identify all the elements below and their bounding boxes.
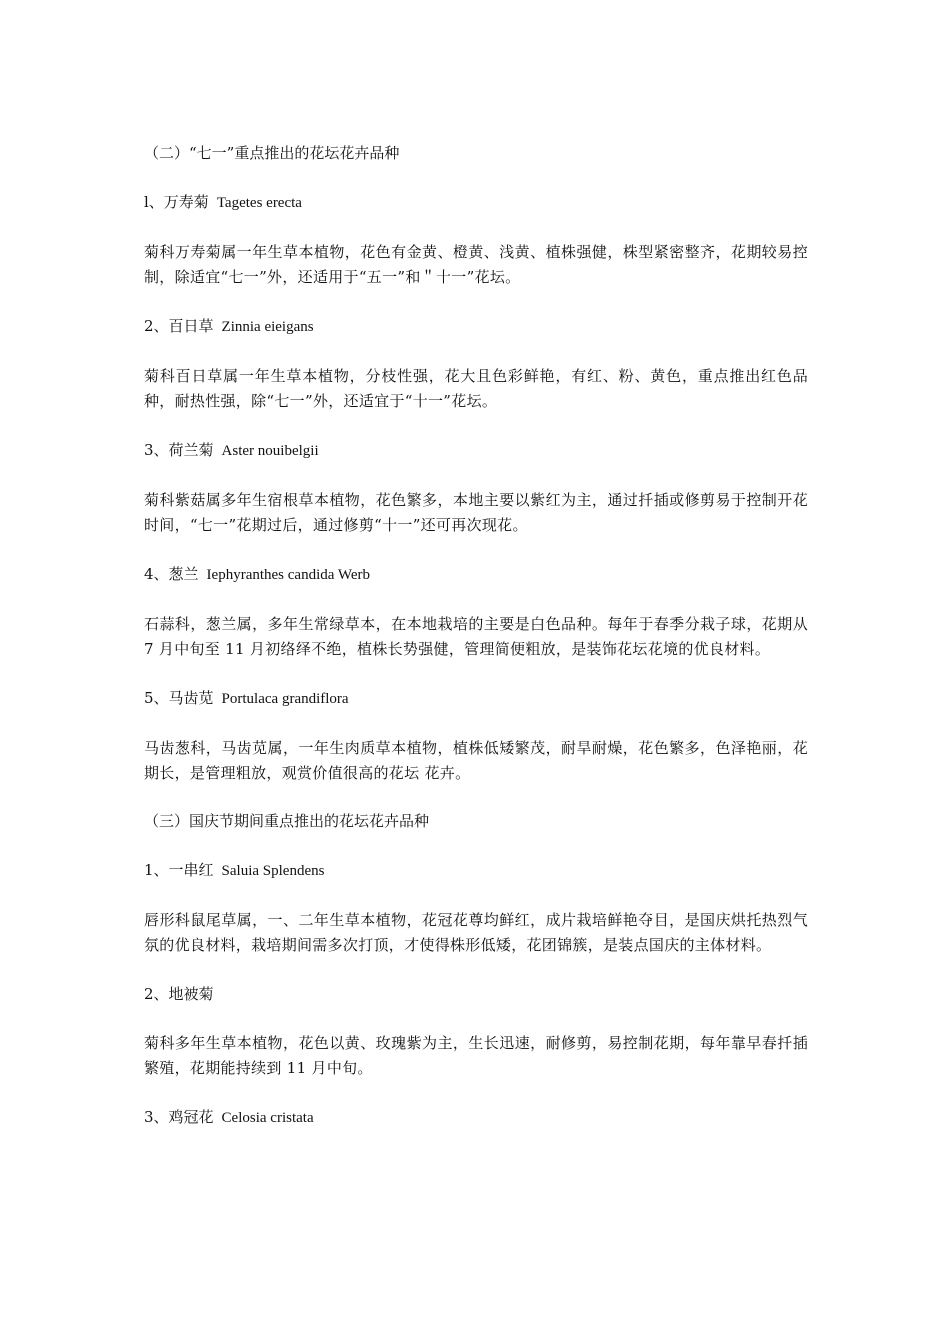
section-heading-3: （三）国庆节期间重点推出的花坛花卉品种 — [144, 812, 430, 830]
item-name-cn: 3、荷兰菊 — [144, 441, 214, 459]
item-title-salvia — [144, 858, 808, 884]
item-description: 菊科百日草属一年生草本植物，分枝性强，花大且色彩鲜艳，有红、粉、黄色，重点推出红色品种，耐热性强，除“七一”外，还适宜于“十一”花坛。 — [144, 367, 808, 410]
document-page — [144, 141, 808, 1131]
item-name-latin: Portulaca grandiflora — [221, 691, 349, 707]
item-name-cn: 5、马齿苋 — [144, 689, 214, 707]
item-title-ground-chrysanthemum — [144, 982, 808, 1007]
item-title-portulaca — [144, 686, 808, 712]
item-description: 菊科多年生草本植物，花色以黄、玫瑰紫为主，生长迅速，耐修剪，易控制花期，每年靠早春扦插繁殖，花期能持续到 11 月中旬。 — [144, 1034, 808, 1077]
item-name-latin: Iephyranthes candida Werb — [206, 567, 370, 583]
item-name-latin: Celosia cristata — [221, 1110, 314, 1126]
item-name-latin: Saluia Splendens — [221, 863, 325, 879]
item-title-zinnia — [144, 314, 808, 340]
item-name-latin: Aster nouibelgii — [221, 443, 319, 459]
item-description: 菊科万寿菊属一年生草本植物，花色有金黄、橙黄、浅黄、植株强健，株型紧密整齐，花期较易控制，除适宜“七一”外，还适用于“五一”和＂十一”花坛。 — [144, 243, 808, 286]
section-heading-2: （二）“七一”重点推出的花坛花卉品种 — [144, 144, 400, 162]
item-title-zephyranthes — [144, 562, 808, 588]
item-name-latin: Tagetes erecta — [216, 195, 302, 211]
item-title-aster — [144, 438, 808, 464]
item-name-cn: 2、地被菊 — [144, 985, 214, 1003]
item-description: 菊科紫菇属多年生宿根草本植物，花色繁多，本地主要以紫红为主，通过扦插或修剪易于控制开花时间，“七一”花期过后，通过修剪“十一”还可再次现花。 — [144, 491, 808, 534]
item-name-cn: 1、一串红 — [144, 861, 214, 879]
item-name-latin: Zinnia eieigans — [221, 319, 314, 335]
item-description: 唇形科鼠尾草属，一、二年生草本植物，花冠花尊均鲜红，成片栽培鲜艳夺目，是国庆烘托热烈气氛的优良材料，栽培期间需多次打顶，才使得株形低矮，花团锦簇，是装点国庆的主体材料。 — [144, 911, 808, 954]
item-name-cn: l、万寿菊 — [144, 193, 209, 211]
item-name-cn: 4、葱兰 — [144, 565, 199, 583]
item-title-tagetes — [144, 190, 808, 216]
item-title-celosia — [144, 1105, 808, 1131]
item-description: 马齿葱科，马齿苋属，一年生肉质草本植物，植株低矮繁茂，耐旱耐燥，花色繁多，色泽艳丽，花期长，是管理粗放，观赏价值很高的花坛 花卉。 — [144, 739, 808, 782]
item-name-cn: 3、鸡冠花 — [144, 1108, 214, 1126]
item-name-cn: 2、百日草 — [144, 317, 214, 335]
item-description: 石蒜科，葱兰属，多年生常绿草本，在本地栽培的主要是白色品种。每年于春季分栽子球，花期从 7 月中旬至 11 月初络绎不绝，植株长势强健，管理简便粗放，是装饰花坛花境的优良材料。 — [144, 615, 808, 658]
